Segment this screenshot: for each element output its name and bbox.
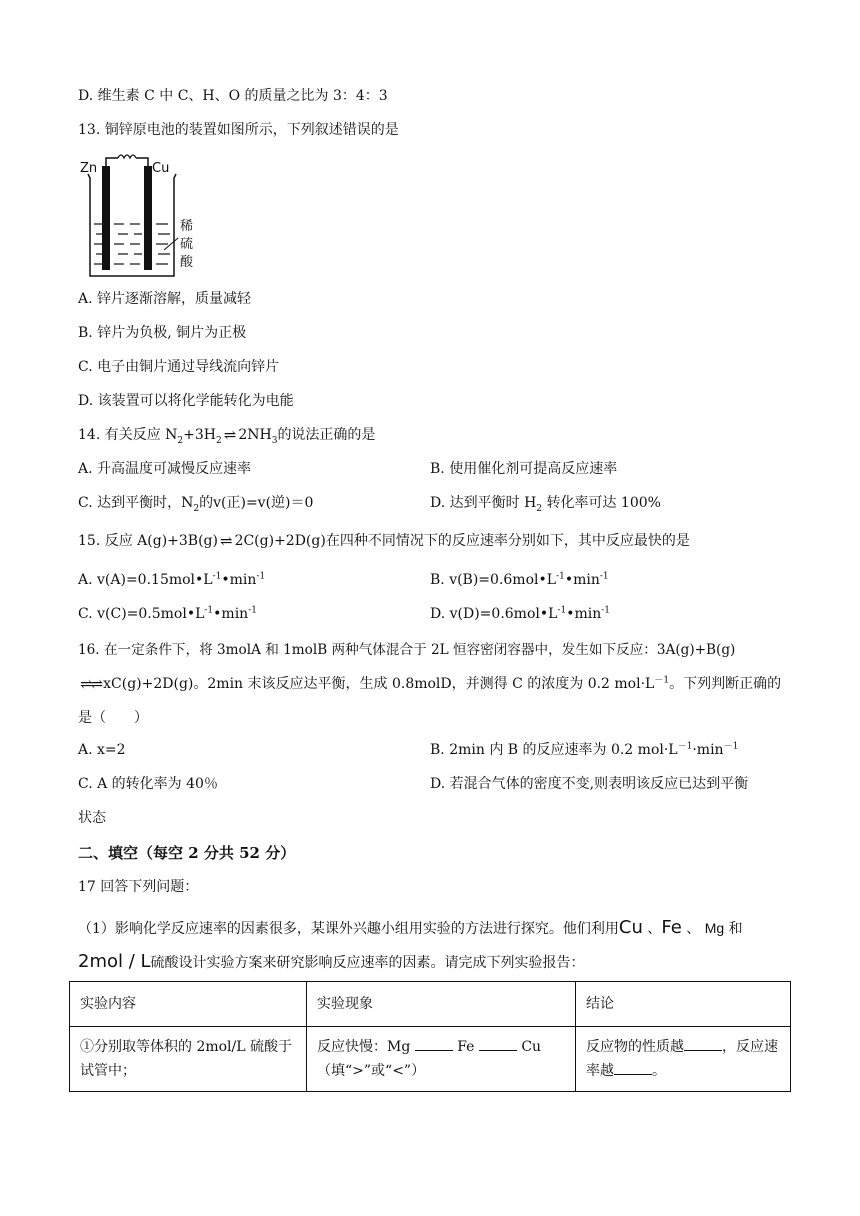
q16-stem-line3: 是（ ） [78,710,148,726]
q15-option-d: D. $v(D)=0.6mol•L^{-1}•\min^{-1}$ [430,605,611,622]
zn-label: Zn [80,161,98,176]
q14-option-c: C. 达到平衡时，$N_2$的v(正)=v(逆)＝0 [78,495,314,514]
equilibrium-arrow-icon: ⇌ [219,532,233,550]
q13-option-d: D. 该装置可以将化学能转化为电能 [78,393,294,409]
answer-blank[interactable] [684,1038,722,1051]
cu-electrode [144,166,152,270]
header-phenomenon: 实验现象 [307,982,576,1027]
q14-stem: 14. 有关反应 $N_2+3H_2$ ⇌ $2NH_3$的说法正确的是 [78,426,376,446]
q13-option-b: B. 锌片为负极, 铜片为正极 [78,325,247,341]
answer-blank[interactable] [479,1038,517,1051]
q17-paragraph1: （1）影响化学反应速率的因素很多，某课外兴趣小组用实验的方法进行探究。他们利用Cu 、Fe 、 Mg 和 [78,917,743,938]
q14-option-b: B. 使用催化剂可提高反应速率 [430,461,618,477]
zn-electrode [102,166,110,270]
experiment-report-table [69,981,791,1092]
q15-option-c: C. $v(C)=0.5mol•L^{-1}•\min^{-1}$ [78,605,257,622]
q15-option-a: A. $v(A)=0.15mol•L^{-1}•\min^{-1}$ [78,571,266,588]
q16-stem-line2: ⇌⇌ xC(g)+2D(g)。2min 末该反应达平衡，生成 0.8molD，并测得 C 的浓度为 0.2 $mol\cdot L^{-1}$。下列判断正确的 [80,675,782,693]
acid-label-1: 稀 [180,219,194,234]
acid-label-2: 硫 [180,237,194,252]
equilibrium-arrow-icon: ⇌ [223,426,237,444]
cu-label: Cu [152,161,170,176]
q17-paragraph2: 2mol / L硫酸设计实验方案来研究影响反应速率的因素。请完成下列实验报告： [78,951,585,972]
q12-option-d: D. 维生素 C 中 C、H、O 的质量之比为 3：4：3 [78,88,388,104]
q16-option-d: D. 若混合气体的密度不变,则表明该反应已达到平衡 [430,776,749,792]
q14-option-a: A. 升高温度可减慢反应速率 [78,461,252,477]
beaker [88,174,176,276]
q14-option-d: D. 达到平衡时 $H_2$ 转化率可达 100% [430,495,661,514]
q15-stem: 15. 反应 A(g)+3B(g) ⇌ 2C(g)+2D(g)在四种不同情况下的反应速率分别如下，其中反应最快的是 [78,532,690,550]
q16-option-b: B. 2min 内 B 的反应速率为 0.2 $mol\cdot L^{-1}\cdot\min^{-1}$ [430,741,739,758]
equilibrium-arrow-icon: ⇌⇌ [80,675,102,693]
q16-option-c: C. A 的转化率为 40％ [78,776,218,792]
cell-content: ①分别取等体积的 2mol/L 硫酸于试管中； [70,1027,307,1092]
coil-icon [118,155,136,158]
cell-phenomenon: 反应快慢：Mg Fe Cu（填“>”或“<”） [307,1027,576,1092]
answer-blank[interactable] [614,1062,652,1075]
header-content: 实验内容 [70,982,307,1027]
section-title: 二、填空（每空 2 分共 52 分） [78,844,296,862]
galvanic-cell-diagram [78,152,218,280]
answer-blank[interactable] [415,1038,453,1051]
table-header-row [70,982,791,1027]
cell-conclusion: 反应物的性质越 ，反应速率越 。 [576,1027,791,1092]
q16-option-d-cont: 状态 [78,810,106,826]
q15-option-b: B. $v(B)=0.6mol•L^{-1}•\min^{-1}$ [430,571,609,588]
q16-option-a: A. x=2 [78,742,126,758]
header-conclusion: 结论 [576,982,791,1027]
q17-stem: 17 回答下列问题： [78,879,199,895]
q13-option-a: A. 锌片逐渐溶解，质量减轻 [78,291,252,307]
q16-stem-line1: 16. 在一定条件下，将 3molA 和 1molB 两种气体混合于 2L 恒容密闭容器中，发生如下反应：3A(g)+B(g) [78,642,736,658]
acid-label-3: 酸 [180,255,194,270]
q13-stem: 13. 铜锌原电池的装置如图所示，下列叙述错误的是 [78,122,399,138]
table-row [70,1027,791,1092]
wire-left [106,158,118,166]
wire-right [136,158,148,166]
q13-option-c: C. 电子由铜片通过导线流向锌片 [78,359,280,375]
